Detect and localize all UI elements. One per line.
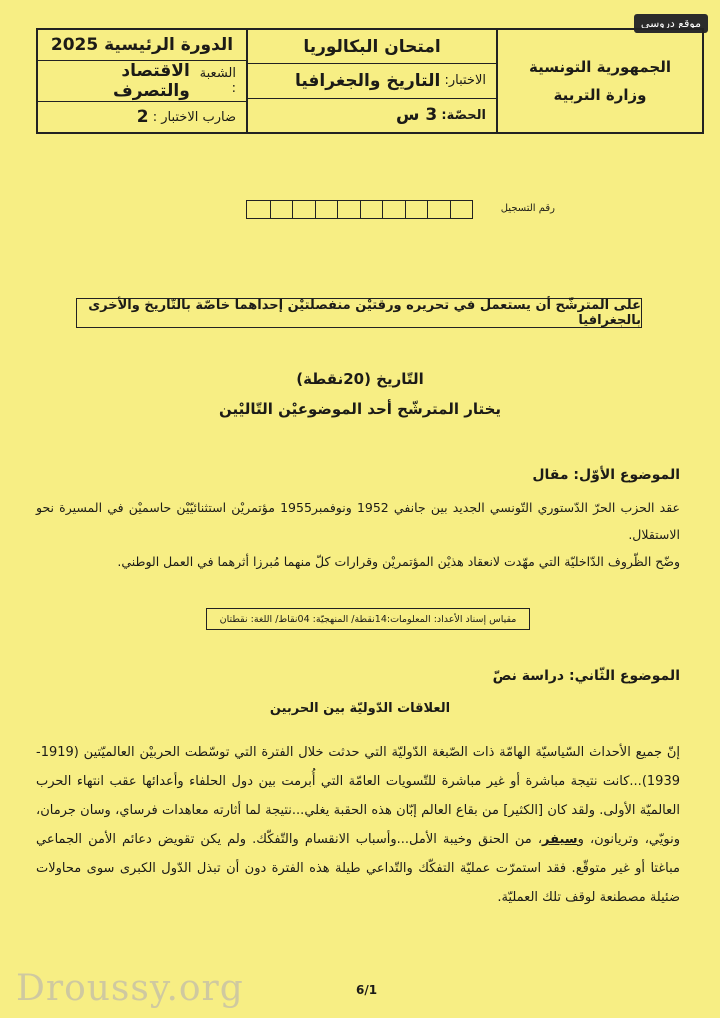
watermark: Droussy.org — [16, 968, 244, 1009]
grading-scale: مقياس إسناد الأعداد: المعلومات:14نقطة/ المنهجيّة: 04نقاط/ اللغة: نقطتان — [206, 608, 530, 630]
subject-label: الاختبار: — [444, 73, 486, 89]
text-part-2: ، من الحنق وخيبة الأمل...وأسباب الانقسام والتّفكّك. ولم يكن تقويض دعائم الأمن الجماعي مباغتا أو غير متوقّع. فقد استمرّت عمليّة التفكّك والتّداعي طيلة هذه الفترة دون أن تبذل الدّول الكبرى سوى محاولات ضئيلة مصطنعة لوقف تلك العمليّة. — [36, 832, 680, 905]
coef-cell — [38, 102, 246, 132]
header-middle — [246, 30, 496, 132]
text-part-1: إنّ جميع الأحداث السّياسيّة الهامّة ذات الصّبغة الدّوليّة التي حدثت خلال الفترة التي توسّطت الحربيْن العالميّتين (1919-1939)...كانت نتيجة مباشرة أو غير مباشرة للتّسويات العامّة التي أُبرمت بين دول الحلفاء وأعدائها عقب انتهاء الحرب العالميّة الأولى. ولقد كان [الكثير] من بقاع العالم إبّان هذه الحقبة يغلي...نتيجة لما أثارته معاهدات فرساي، وسان جرمان، ونويّي، وتريانون، و — [36, 745, 680, 847]
branch-cell — [38, 61, 246, 102]
history-title: التّاريخ (20نقطة) — [296, 370, 424, 388]
branch-value: الاقتصاد والتصرف — [112, 61, 190, 101]
exam-name: امتحان البكالوريا — [248, 30, 496, 64]
coef-label: ضارب الاختبار : — [152, 109, 236, 125]
subject-cell — [248, 64, 496, 98]
site-badge: موقع دروسي — [634, 14, 708, 33]
ministry-name: وزارة التربية — [553, 86, 647, 104]
country-name: الجمهورية التونسية — [529, 57, 671, 76]
session-cell: الدورة الرئيسية 2025 — [38, 30, 246, 61]
coef-value: 2 — [136, 107, 149, 127]
duration-label: الحصّة: — [441, 107, 486, 123]
instruction-box: على المترشّح أن يستعمل في تحريره ورقتيْن منفصلتيْن إحداهما خاصّة بالتّاريخ والأخرى بالجغرافيا — [76, 298, 642, 328]
registration-label: رقم التسجيل — [500, 203, 555, 214]
registration-boxes[interactable] — [246, 200, 473, 219]
duration-value: 3 س — [396, 105, 438, 126]
topic2-title: الموضوع الثّاني: دراسة نصّ — [492, 668, 680, 684]
topic1-body — [36, 494, 680, 575]
subject-value: التاريخ والجغرافيا — [294, 70, 441, 91]
topic2-text — [36, 738, 680, 912]
page-number: 6/1 — [356, 983, 378, 997]
exam-header — [36, 28, 704, 134]
header-ministry — [496, 30, 702, 132]
text-underlined: سيفر — [542, 832, 578, 847]
registration-field — [246, 200, 555, 219]
header-left — [38, 30, 246, 132]
text-title: العلاقات الدّوليّة بين الحربين — [269, 701, 451, 716]
choose-instruction: يختار المترشّح أحد الموضوعيْن التّاليْين — [218, 400, 502, 418]
duration-cell — [248, 99, 496, 132]
topic1-line2: وضّح الظّروف الدّاخليّة التي مهّدت لانعقاد هذيْن المؤتمريْن وقرارات كلّ منهما مُبرزا أثرهما في العمل الوطني. — [117, 554, 680, 569]
branch-label: الشعبة : — [199, 66, 236, 96]
topic1-line1: عقد الحزب الحرّ الدّستوري التّونسي الجديد بين جانفي 1952 ونوفمبر1955 مؤتمريْن استثنائيّيْن حاسميْن في المسيرة نحو الاستقلال. — [36, 500, 681, 542]
topic1-title: الموضوع الأوّل: مقال — [532, 467, 680, 483]
